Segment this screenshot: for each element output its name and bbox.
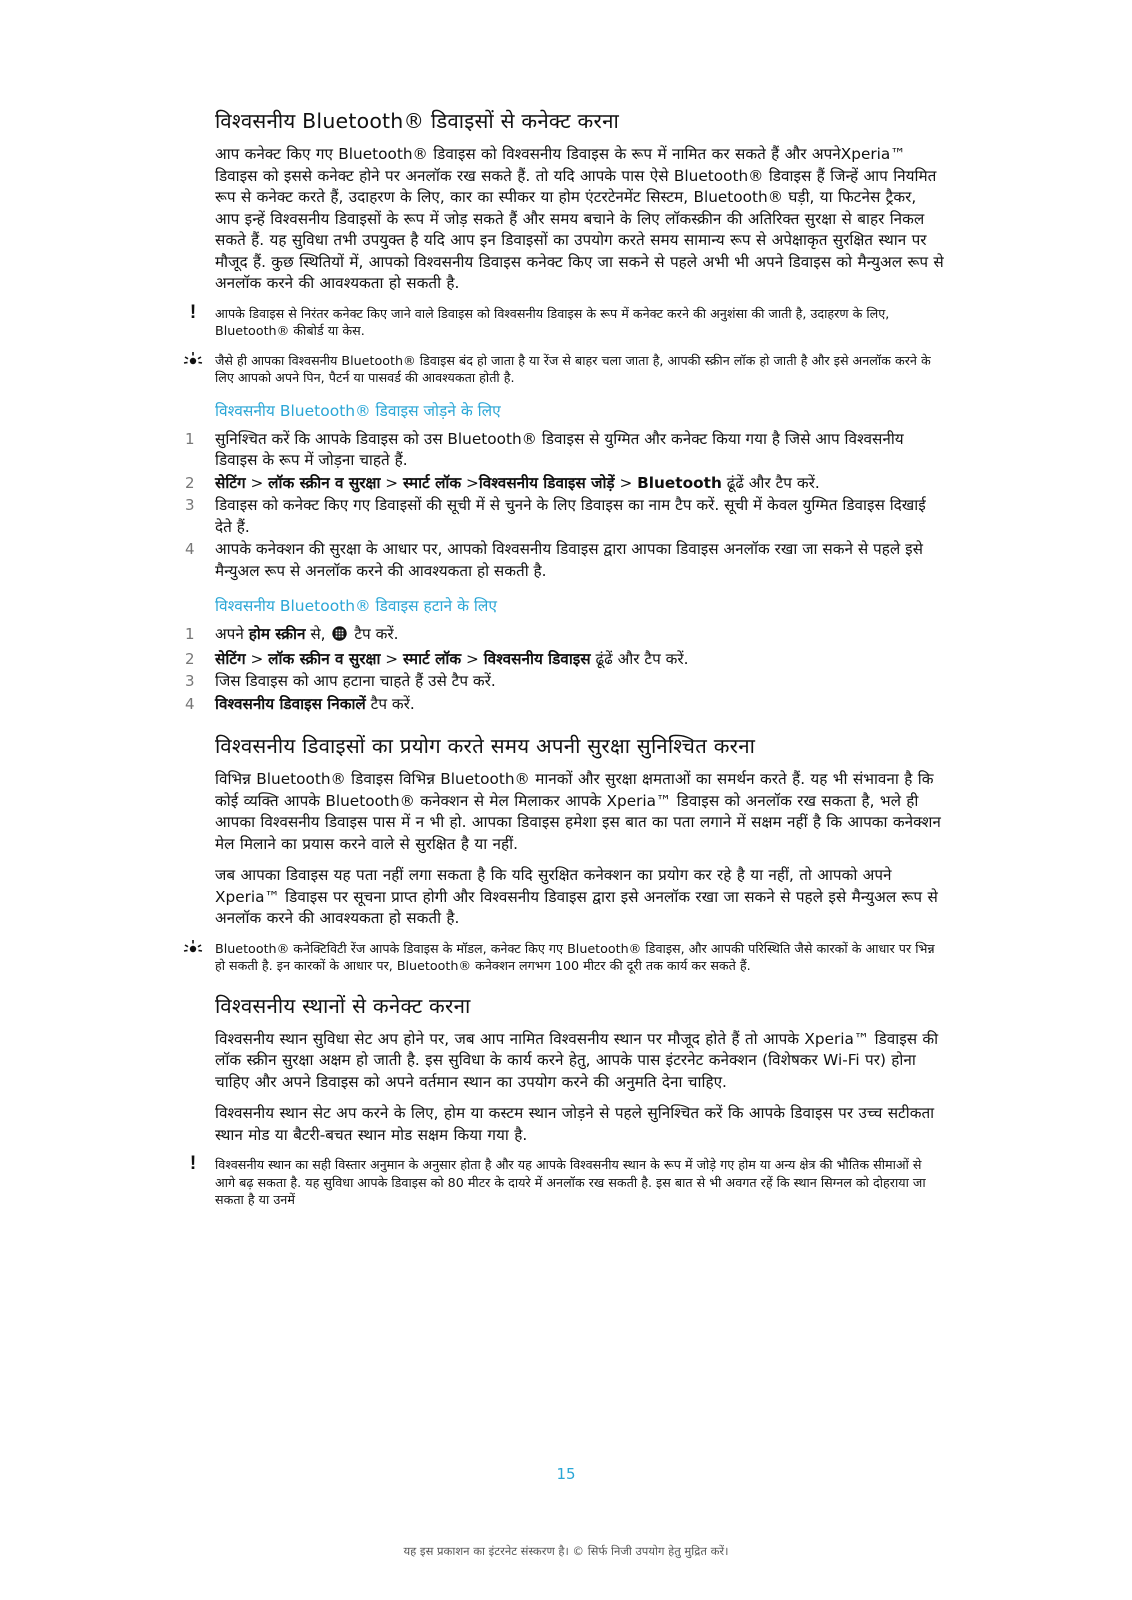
remove-step-1: 1 अपने होम स्क्रीन से, टैप करें. bbox=[215, 624, 945, 648]
page-footer: यह इस प्रकाशन का इंटरनेट संस्करण है। © सिर्फ निजी उपयोग हेतु मुद्रित करें। bbox=[403, 1544, 729, 1558]
add-step-4: 4 आपके कनेक्शन की सुरक्षा के आधार पर, आपको विश्वसनीय डिवाइस द्वारा आपका डिवाइस अनलॉक रखा जा सकने से पहले इसे मैन्युअल रूप से अनलॉक करने की आवश्यकता हो सकती है. bbox=[185, 540, 923, 580]
apps-grid-icon bbox=[332, 626, 347, 648]
procedure-title-remove: विश्वसनीय Bluetooth® डिवाइस हटाने के लिए bbox=[215, 597, 497, 615]
section-paragraph: आप कनेक्ट किए गए Bluetooth® डिवाइस को विश्वसनीय डिवाइस के रूप में नामित कर सकते हैं और अपनेXperia™ डिवाइस को इससे कनेक्ट होने पर अनलॉक रख सकते हैं. तो यदि आपके पास ऐसे Bluetooth® डिवाइस हैं जिन्हें आप नियमित रूप से कनेक्ट करते हैं, उदाहरण के लिए, कार का स्पीकर या होम एंटरटेनमेंट सिस्टम, Bluetooth® घड़ी, या फिटनेस ट्रैकर, आप इन्हें विश्वसनीय डिवाइसों के रूप में जोड़ सकते हैं और समय बचाने के लिए लॉकस्क्रीन की अतिरिक्त सुरक्षा से बाहर निकल सकते हैं. यह सुविधा तभी उपयुक्त है यदि आप इन डिवाइसों का उपयोग करते समय सामान्य रूप से अपेक्षाकृत सुरक्षित स्थान पर मौजूद हैं. कुछ स्थितियों में, आपको विश्वसनीय डिवाइस कनेक्ट किए जा सकने से पहले अभी भी अपने डिवाइस को मैन्युअल रूप से अनलॉक करने की आवश्यकता हो सकती है. bbox=[215, 145, 944, 292]
section-paragraph: जब आपका डिवाइस यह पता नहीं लगा सकता है कि यदि सुरक्षित कनेक्शन का प्रयोग कर रहे है या नहीं, तो आपको अपने Xperia™ डिवाइस पर सूचना प्राप्त होगी और विश्वसनीय डिवाइस द्वारा इसे अनलॉक रखा जा सकने से पहले इसे मैन्युअल रूप से अनलॉक करने की आवश्यकता हो सकती है. bbox=[215, 866, 938, 927]
section-title-trusted-places: विश्वसनीय स्थानों से कनेक्ट करना bbox=[215, 993, 471, 1018]
add-step-2: 2 सेटिंग > लॉक स्क्रीन व सुरक्षा > स्मार्ट लॉक >विश्वसनीय डिवाइस जोड़ें > Bluetooth ढूंढें और टैप करें. bbox=[185, 473, 820, 492]
section-paragraph: विभिन्न Bluetooth® डिवाइस विभिन्न Bluetooth® मानकों और सुरक्षा क्षमताओं का समर्थन करते हैं. यह भी संभावना है कि कोई व्यक्ति आपके Bluetooth® कनेक्शन से मेल मिलाकर आपके Xperia™ डिवाइस को अनलॉक रख सकता है, भले ही आपका विश्वसनीय डिवाइस पास में न भी हो. आपका डिवाइस हमेशा इस बात का पता लगाने में सक्षम नहीं है कि आपका कनेक्शन मेल मिलाने का प्रयास करने वाले से सुरक्षित है या नहीं. bbox=[215, 770, 941, 853]
remove-steps-list bbox=[185, 624, 945, 715]
tip-note-text: Bluetooth® कनेक्टिविटी रेंज आपके डिवाइस के मॉडल, कनेक्ट किए गए Bluetooth® डिवाइस, और आपकी परिस्थिति जैसे कारकों के आधार पर भिन्न हो सकती है. इन कारकों के आधार पर, Bluetooth® कनेक्शन लगभग 100 मीटर की दूरी तक कार्य कर सकते हैं. bbox=[215, 940, 935, 973]
remove-step-4: 4 विश्वसनीय डिवाइस निकालें टैप करें. bbox=[185, 694, 415, 713]
tip-note bbox=[215, 352, 945, 387]
exclamation-icon: ! bbox=[189, 301, 197, 323]
tip-note-text: जैसे ही आपका विश्वसनीय Bluetooth® डिवाइस बंद हो जाता है या रेंज से बाहर चला जाता है, आपकी स्क्रीन लॉक हो जाती है और इसे अनलॉक करने के लिए आपको अपने पिन, पैटर्न या पासवर्ड की आवश्यकता होती है. bbox=[215, 352, 931, 385]
warning-note bbox=[189, 301, 945, 340]
section-paragraph: विश्वसनीय स्थान सेट अप करने के लिए, होम या कस्टम स्थान जोड़ने से पहले सुनिश्चित करें कि आपके डिवाइस पर उच्च सटीकता स्थान मोड या बैटरी-बचत स्थान मोड सक्षम किया गया है. bbox=[215, 1104, 935, 1144]
add-step-1: 1 सुनिश्चित करें कि आपके डिवाइस को उस Bluetooth® डिवाइस से युग्मित और कनेक्ट किया गया है जिसे आप विश्वसनीय डिवाइस के रूप में जोड़ना चाहते हैं. bbox=[185, 429, 904, 469]
lightbulb-icon bbox=[182, 350, 204, 370]
lightbulb-icon bbox=[182, 938, 204, 958]
section-title-security: विश्वसनीय डिवाइसों का प्रयोग करते समय अपनी सुरक्षा सुनिश्चित करना bbox=[215, 734, 756, 758]
remove-step-3: 3 जिस डिवाइस को आप हटाना चाहते हैं उसे टैप करें. bbox=[185, 672, 496, 690]
add-steps-list bbox=[185, 429, 945, 583]
add-step-3: 3 डिवाइस को कनेक्ट किए गए डिवाइसों की सूची में से चुनने के लिए डिवाइस का नाम टैप करें. सूची में केवल युग्मित डिवाइस दिखाई देते हैं. bbox=[185, 496, 926, 536]
exclamation-icon: ! bbox=[189, 1153, 197, 1175]
page-number: 15 bbox=[556, 1465, 576, 1483]
warning-note bbox=[189, 1153, 945, 1209]
remove-step-2: 2 सेटिंग > लॉक स्क्रीन व सुरक्षा > स्मार्ट लॉक > विश्वसनीय डिवाइस ढूंढें और टैप करें. bbox=[185, 649, 689, 668]
tip-note bbox=[215, 940, 945, 975]
warning-note-text: आपके डिवाइस से निरंतर कनेक्ट किए जाने वाले डिवाइस को विश्वसनीय डिवाइस के रूप में कनेक्ट करने की अनुशंसा की जाती है, उदाहरण के लिए, Bluetooth® कीबोर्ड या केस. bbox=[215, 305, 890, 338]
procedure-title-add: विश्वसनीय Bluetooth® डिवाइस जोड़ने के लिए bbox=[215, 401, 501, 420]
page-content bbox=[185, 108, 945, 1221]
warning-note-text: विश्वसनीय स्थान का सही विस्तार अनुमान के अनुसार होता है और यह आपके विश्वसनीय स्थान के रूप में जोड़े गए होम या अन्य क्षेत्र की भौतिक सीमाओं से आगे बढ़ सकता है. यह सुविधा आपके डिवाइस को 80 मीटर के दायरे में अनलॉक रख सकती है. इस बात से भी अवगत रहें कि स्थान सिग्नल को दोहराया जा सकता है या उनमें bbox=[215, 1157, 926, 1207]
section-title-trusted-bluetooth: विश्वसनीय Bluetooth® डिवाइसों से कनेक्ट करना bbox=[215, 109, 619, 133]
section-paragraph: विश्वसनीय स्थान सुविधा सेट अप होने पर, जब आप नामित विश्वसनीय स्थान पर मौजूद होते हैं तो आपके Xperia™ डिवाइस की लॉक स्क्रीन सुरक्षा अक्षम हो जाती है. इस सुविधा के कार्य करने हेतु, आपके पास इंटरनेट कनेक्शन (विशेषकर Wi-Fi पर) होना चाहिए और अपने डिवाइस को अपने वर्तमान स्थान का उपयोग करने की अनुमति देना चाहिए. bbox=[215, 1029, 939, 1091]
